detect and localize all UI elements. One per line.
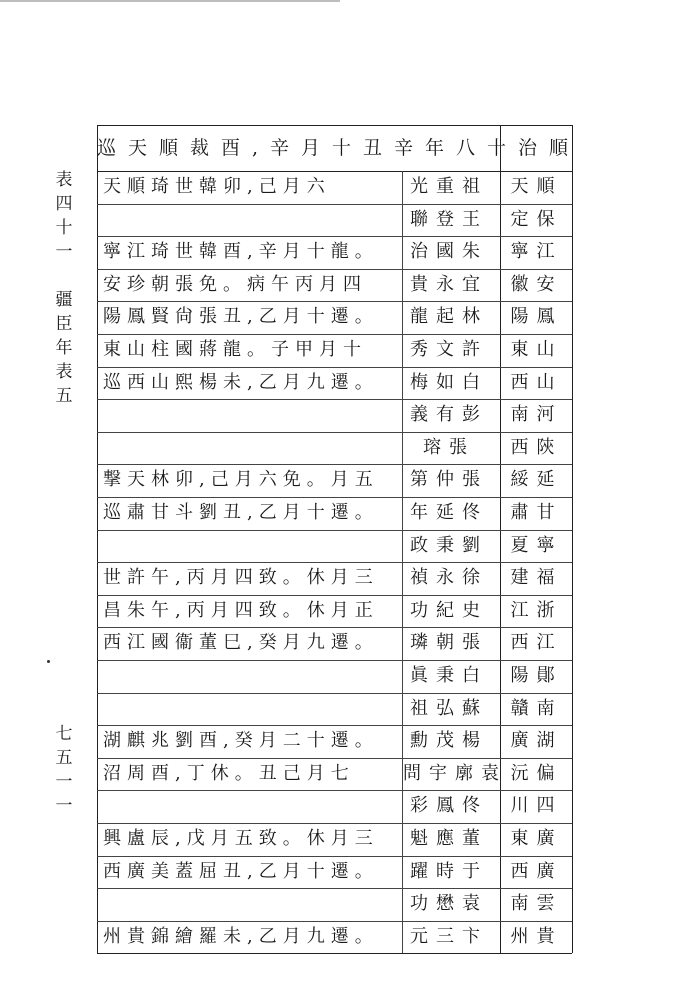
official-name: 秀文許 xyxy=(410,339,488,360)
appointment-note: 西廣美蓋屈丑,乙月十遷。 xyxy=(103,860,379,882)
official-name: 光重祖 xyxy=(410,176,488,197)
region-name: 定保 xyxy=(510,208,563,230)
official-name: 元三卞 xyxy=(410,925,488,947)
region-name: 廣湖 xyxy=(510,730,563,752)
region-name: 綏延 xyxy=(510,469,563,491)
appointment-note: 西江國衞董巳,癸月九遷。 xyxy=(103,632,379,654)
region-name: 徽安 xyxy=(510,273,563,295)
margin-title-char xyxy=(52,264,76,288)
appointment-note: 世許午,丙月四致。休月三 xyxy=(103,567,379,589)
official-name: 年延佟 xyxy=(410,502,488,523)
region-name: 天順 xyxy=(510,176,563,197)
appointment-note: 巡西山熙楊未,乙月九遷。 xyxy=(103,371,379,393)
table-row xyxy=(97,431,572,465)
appointment-note: 昌朱午,丙月四致。休月正 xyxy=(103,599,379,621)
table-row xyxy=(97,692,572,726)
appointment-note: 興盧辰,戊月五致。休月三 xyxy=(103,828,379,849)
official-name: 聯登王 xyxy=(410,208,488,230)
margin-page-char: 一 xyxy=(55,772,73,792)
official-name: 功懋袁 xyxy=(410,893,488,915)
table-row xyxy=(97,594,572,628)
region-name: 西陝 xyxy=(510,436,563,458)
appointment-note xyxy=(103,431,398,465)
margin-title-char: 表 xyxy=(55,362,73,382)
table-row xyxy=(97,920,572,954)
region-name: 州貴 xyxy=(510,925,563,947)
appointment-note: 東山柱國蔣龍。子甲月十 xyxy=(103,339,367,360)
table-row xyxy=(97,529,572,563)
region-name: 西山 xyxy=(510,371,563,393)
official-name: 瑢張 xyxy=(423,436,475,458)
table-row xyxy=(97,659,572,693)
row-divider xyxy=(97,953,572,954)
official-name: 義有彭 xyxy=(410,404,488,426)
appointment-note: 州貴錦繪羅未,乙月九遷。 xyxy=(103,925,379,947)
official-name: 功紀史 xyxy=(410,599,488,621)
appointment-note: 撃天林卯,己月六免。月五 xyxy=(103,469,379,491)
margin-page-char: 一 xyxy=(55,796,73,816)
official-name: 彩鳳佟 xyxy=(410,795,488,817)
region-name: 西廣 xyxy=(510,860,563,882)
top-scan-line xyxy=(0,0,340,2)
appointment-note xyxy=(103,692,398,726)
table-row xyxy=(97,268,572,302)
appointment-note: 沼周酉,丁休。丑己月七 xyxy=(103,762,355,784)
margin-page-number xyxy=(52,722,76,818)
official-name: 勳茂楊 xyxy=(410,730,488,752)
table-row xyxy=(97,463,572,497)
column-divider xyxy=(572,125,573,953)
official-name: 政秉劉 xyxy=(410,534,488,556)
appointment-note: 寧江琦世韓酉,辛月十龍。 xyxy=(103,241,379,263)
margin-title-char: 四 xyxy=(55,194,73,214)
margin-title-char: 五 xyxy=(55,386,73,406)
appointment-note: 陽鳳賢尙張丑,乙月十遷。 xyxy=(103,306,379,328)
appointment-note: 巡肅甘斗劉丑,乙月十遷。 xyxy=(103,502,379,523)
table-row xyxy=(97,887,572,921)
appointment-note xyxy=(103,529,398,563)
region-name: 川四 xyxy=(510,795,563,817)
margin-title-char: 臣 xyxy=(55,314,73,334)
region-name: 夏寧 xyxy=(510,534,563,556)
appointment-note: 安珍朝張免。病午丙月四 xyxy=(103,273,367,295)
table-row xyxy=(97,235,572,269)
appointment-note xyxy=(103,789,398,823)
official-name: 躍時于 xyxy=(410,860,488,882)
table-row xyxy=(97,626,572,660)
official-name: 梅如白 xyxy=(410,371,488,393)
official-name: 禎永徐 xyxy=(410,567,488,589)
margin-title-char: 一 xyxy=(55,242,73,262)
table-row xyxy=(97,855,572,889)
official-name: 第仲張 xyxy=(410,469,488,491)
region-name: 陽鄖 xyxy=(510,665,563,686)
header-text: 巡天順裁酉,辛月十丑辛年八十治順 xyxy=(97,137,581,159)
table-row xyxy=(97,789,572,823)
margin-title-char: 年 xyxy=(55,338,73,358)
official-name: 貴永宜 xyxy=(410,273,488,295)
region-name: 贛南 xyxy=(510,697,563,719)
appointment-note: 湖麒兆劉酉,癸月二十遷。 xyxy=(103,730,379,752)
region-name: 南河 xyxy=(510,404,563,426)
appointment-note: 天順琦世韓卯,己月六 xyxy=(103,176,331,197)
table-row xyxy=(97,333,572,367)
region-name: 東山 xyxy=(510,339,563,360)
table-row xyxy=(97,170,572,204)
margin-title-char: 表 xyxy=(55,170,73,190)
official-name: 問宇廓袁 xyxy=(403,762,507,784)
table-row xyxy=(97,300,572,334)
region-name: 建福 xyxy=(510,567,563,589)
official-name: 眞秉白 xyxy=(410,665,488,686)
appointment-note xyxy=(103,398,398,432)
margin-page-char: 七 xyxy=(55,724,73,744)
official-name: 璘朝張 xyxy=(410,632,488,654)
table-row xyxy=(97,398,572,432)
margin-page-char: 五 xyxy=(55,748,73,768)
margin-title xyxy=(52,168,76,408)
official-name: 魁應董 xyxy=(410,828,488,849)
table-row xyxy=(97,203,572,237)
region-name: 東廣 xyxy=(510,828,563,849)
official-name: 龍起林 xyxy=(410,306,488,328)
table-row xyxy=(97,561,572,595)
region-name: 南雲 xyxy=(510,893,563,915)
region-name: 沅偏 xyxy=(510,762,563,784)
region-name: 西江 xyxy=(510,632,563,654)
margin-title-char: 十 xyxy=(55,218,73,238)
region-name: 寧江 xyxy=(510,241,563,263)
region-name: 江浙 xyxy=(510,599,563,621)
appointment-note xyxy=(103,203,398,237)
margin-title-char: 疆 xyxy=(55,290,73,310)
table-row xyxy=(97,366,572,400)
official-appointments-table xyxy=(97,125,581,947)
table-row xyxy=(97,757,572,791)
appointment-note xyxy=(103,887,398,921)
official-name: 祖弘蘇 xyxy=(410,697,488,719)
stray-ink-dot xyxy=(47,660,50,663)
appointment-note xyxy=(103,659,398,693)
table-row xyxy=(97,822,572,856)
region-name: 肅甘 xyxy=(510,502,563,523)
table-row xyxy=(97,724,572,758)
official-name: 治國朱 xyxy=(410,241,488,263)
region-name: 陽鳳 xyxy=(510,306,563,328)
table-row xyxy=(97,496,572,530)
